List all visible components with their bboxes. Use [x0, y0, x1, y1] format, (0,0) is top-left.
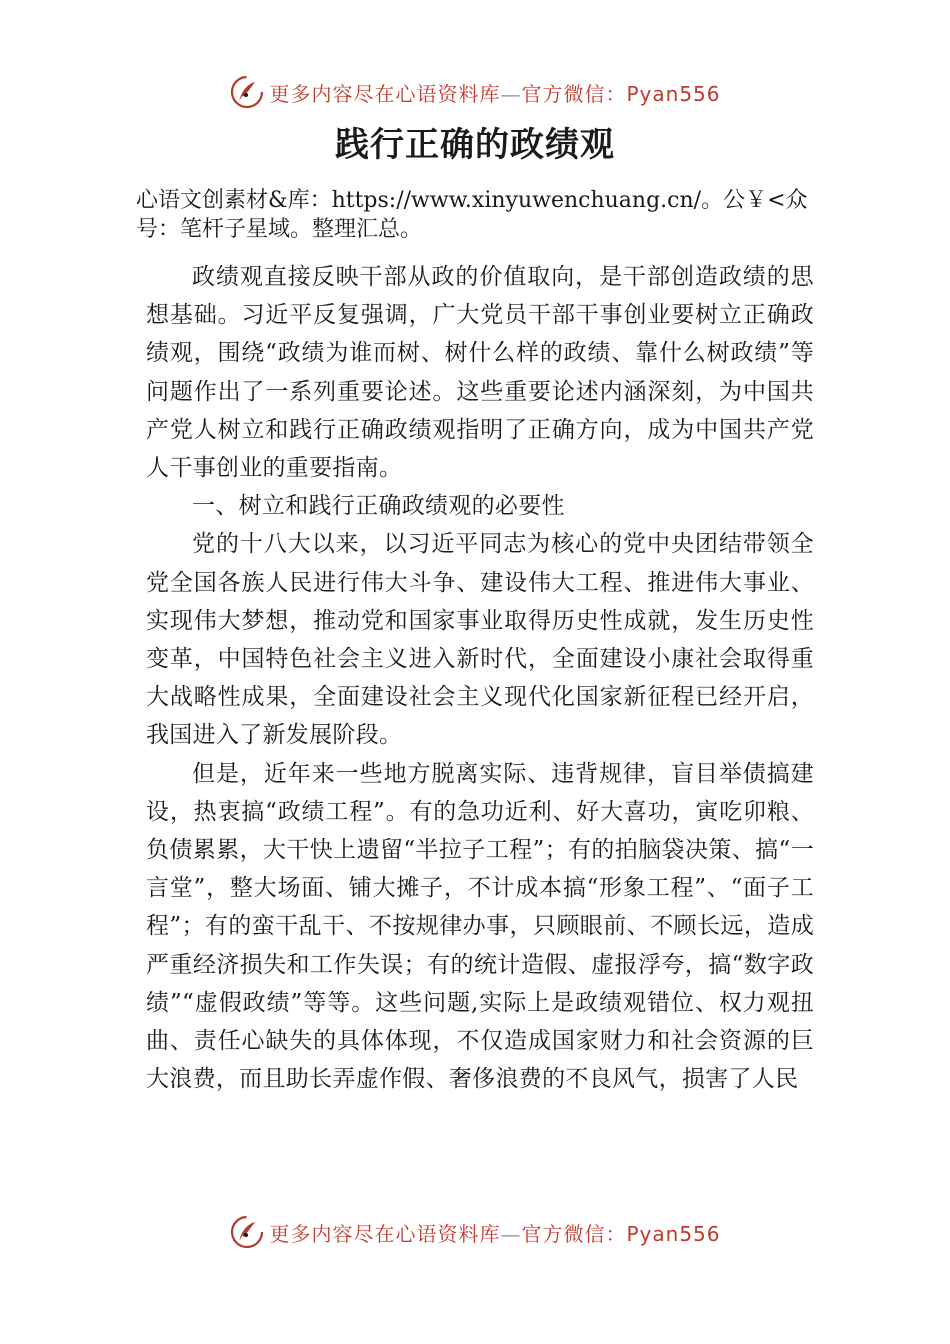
paragraph-problems: 但是，近年来一些地方脱离实际、违背规律，盲目举债搞建设，热衷搞“政绩工程”。有的急功近利、好大喜功，寅吃卯粮、负债累累，大干快上遗留“半拉子工程”；有的拍脑袋决策、搞“一言堂”，整大场面、铺大摊子，不计成本搞“形象工程”、“面子工程”；有的蛮干乱干、不按规律办事，只顾眼前、不顾长远，造成严重经济损失和工作失误；有的统计造假、虚报浮夸，搞“数字政绩”“虚假政绩”等等。这些问题,实际上是政绩观错位、权力观扭曲、责任心缺失的具体体现，不仅造成国家财力和社会资源的巨大浪费，而且助长弄虚作假、奢侈浪费的不良风气，损害了人民 [146, 760, 814, 1093]
banner-wechat-id: Pyan556 [626, 81, 721, 106]
banner-main-text: 更多内容尽在心语资料库 [269, 1221, 501, 1246]
banner-text [269, 1218, 720, 1247]
feather-pen-logo-icon [229, 74, 265, 110]
banner-separator: — [500, 1221, 522, 1246]
document-title: 践行正确的政绩观 [335, 125, 615, 165]
banner-wechat-id: Pyan556 [626, 1221, 721, 1246]
paragraph-achievements: 党的十八大以来，以习近平同志为核心的党中央团结带领全党全国各族人民进行伟大斗争、建设伟大工程、推进伟大事业、实现伟大梦想，推动党和国家事业取得历史性成就，发生历史性变革，中国特色社会主义进入新时代，全面建设小康社会取得重大战略性成果，全面建设社会主义现代化国家新征程已经开启，我国进入了新发展阶段。 [146, 531, 814, 749]
paragraph-intro: 政绩观直接反映干部从政的价值取向，是干部创造政绩的思想基础。习近平反复强调，广大党员干部干事创业要树立正确政绩观，围绕“政绩为谁而树、树什么样的政绩、靠什么树政绩”等问题作出了一系列重要论述。这些重要论述内涵深刻，为中国共产党人树立和践行正确政绩观指明了正确方向，成为中国共产党人干事创业的重要指南。 [146, 264, 814, 482]
feather-pen-logo-icon [229, 1214, 265, 1250]
banner-main-text: 更多内容尽在心语资料库 [269, 81, 501, 106]
banner-text [269, 78, 720, 107]
banner-suffix: 官方微信： [521, 1221, 627, 1246]
source-note: 心语文创素材&库：https://www.xinyuwenchuang.cn/。公￥<众号：笔杆子星域。整理汇总。 [136, 188, 808, 242]
footer-banner [0, 1212, 950, 1252]
document-body [146, 258, 814, 1098]
header-banner [0, 72, 950, 112]
banner-separator: — [500, 81, 522, 106]
section-heading: 一、树立和践行正确政绩观的必要性 [192, 493, 565, 520]
banner-suffix: 官方微信： [521, 81, 627, 106]
